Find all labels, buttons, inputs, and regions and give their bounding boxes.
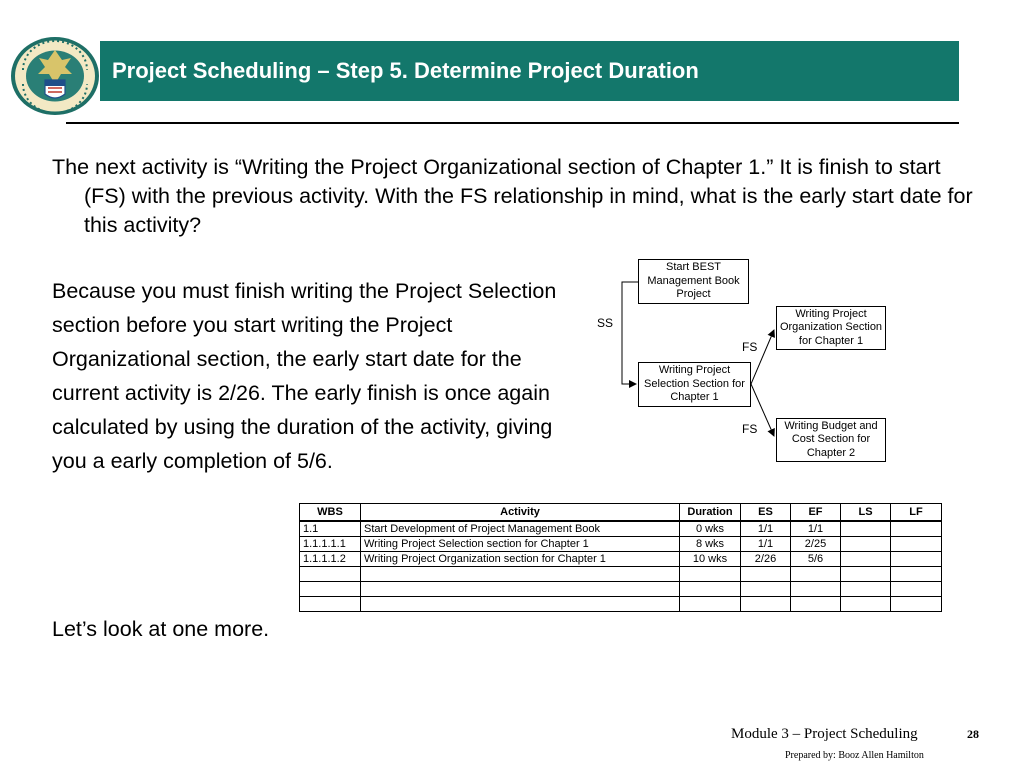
cell-es: 2/26 bbox=[741, 552, 791, 567]
node-start-project: Start BEST Management Book Project bbox=[638, 259, 749, 304]
footer-prepared-by: Prepared by: Booz Allen Hamilton bbox=[785, 750, 924, 761]
cell-ef bbox=[791, 567, 841, 582]
cell-activity bbox=[361, 597, 680, 612]
cell-wbs: 1.1.1.1.1 bbox=[300, 537, 361, 552]
cell-ef bbox=[791, 582, 841, 597]
column-header-wbs: WBS bbox=[300, 504, 361, 522]
explanation-paragraph: Because you must finish writing the Project Selection section before you start writing the Project Organizational section, the early start date for the current activity is 2/26. The early finish is once again calculated by using the duration of the activity, giving you a early completion of 5/6. bbox=[52, 279, 557, 473]
cell-ls bbox=[841, 567, 891, 582]
cell-ls bbox=[841, 597, 891, 612]
page-title: Project Scheduling – Step 5. Determine Project Duration bbox=[112, 58, 699, 83]
cell-activity: Writing Project Selection section for Chapter 1 bbox=[361, 537, 680, 552]
table-row bbox=[300, 582, 942, 597]
label-fs-organization: FS bbox=[742, 340, 758, 354]
cell-duration bbox=[680, 597, 741, 612]
cell-lf bbox=[891, 537, 942, 552]
cell-ef bbox=[791, 597, 841, 612]
ss-connector bbox=[622, 282, 638, 384]
cell-activity bbox=[361, 567, 680, 582]
cell-ef: 1/1 bbox=[791, 521, 841, 537]
cell-duration bbox=[680, 567, 741, 582]
cell-es bbox=[741, 567, 791, 582]
table-row bbox=[300, 537, 942, 552]
cell-wbs bbox=[300, 567, 361, 582]
table-row bbox=[300, 567, 942, 582]
cell-ef: 2/25 bbox=[791, 537, 841, 552]
cell-activity: Writing Project Organization section for Chapter 1 bbox=[361, 552, 680, 567]
cell-lf bbox=[891, 597, 942, 612]
cell-duration bbox=[680, 582, 741, 597]
node-project-organization: Writing Project Organization Section for Chapter 1 bbox=[776, 306, 886, 350]
node-budget-cost: Writing Budget and Cost Section for Chapter 2 bbox=[776, 418, 886, 462]
title-bar bbox=[100, 41, 959, 101]
cell-ls bbox=[841, 582, 891, 597]
column-header-ef: EF bbox=[791, 504, 841, 522]
header-divider bbox=[66, 122, 959, 124]
label-fs-budget: FS bbox=[742, 422, 758, 436]
cell-ls bbox=[841, 521, 891, 537]
page-number: 28 bbox=[967, 727, 979, 741]
fs-connector-organization bbox=[751, 330, 774, 384]
label-ss: SS bbox=[597, 316, 614, 330]
intro-paragraph: The next activity is “Writing the Project Organizational section of Chapter 1.” It is finish to start (FS) with the previous activity. With the FS relationship in mind, what is the early start date for this activity? bbox=[52, 155, 973, 237]
cell-lf bbox=[891, 552, 942, 567]
column-header-activity: Activity bbox=[361, 504, 680, 522]
cell-activity: Start Development of Project Management Book bbox=[361, 521, 680, 537]
cell-wbs bbox=[300, 597, 361, 612]
cell-ls bbox=[841, 537, 891, 552]
cell-wbs: 1.1.1.1.2 bbox=[300, 552, 361, 567]
cell-es: 1/1 bbox=[741, 537, 791, 552]
fs-connector-budget bbox=[751, 384, 774, 436]
schedule-table bbox=[299, 503, 942, 612]
department-of-energy-seal-icon bbox=[9, 36, 101, 116]
column-header-duration: Duration bbox=[680, 504, 741, 522]
footer-module-title: Module 3 – Project Scheduling bbox=[731, 726, 918, 742]
table-row bbox=[300, 552, 942, 567]
cell-duration: 10 wks bbox=[680, 552, 741, 567]
cell-activity bbox=[361, 582, 680, 597]
closing-paragraph: Let’s look at one more. bbox=[52, 617, 270, 641]
cell-lf bbox=[891, 582, 942, 597]
column-header-lf: LF bbox=[891, 504, 942, 522]
cell-duration: 0 wks bbox=[680, 521, 741, 537]
cell-wbs: 1.1 bbox=[300, 521, 361, 537]
table-row bbox=[300, 521, 942, 537]
cell-wbs bbox=[300, 582, 361, 597]
column-header-ls: LS bbox=[841, 504, 891, 522]
cell-es: 1/1 bbox=[741, 521, 791, 537]
cell-duration: 8 wks bbox=[680, 537, 741, 552]
cell-ef: 5/6 bbox=[791, 552, 841, 567]
cell-ls bbox=[841, 552, 891, 567]
cell-lf bbox=[891, 567, 942, 582]
node-project-selection: Writing Project Selection Section for Chapter 1 bbox=[638, 362, 751, 407]
column-header-es: ES bbox=[741, 504, 791, 522]
cell-es bbox=[741, 582, 791, 597]
table-row bbox=[300, 597, 942, 612]
cell-lf bbox=[891, 521, 942, 537]
cell-es bbox=[741, 597, 791, 612]
table-header-row bbox=[300, 504, 942, 522]
